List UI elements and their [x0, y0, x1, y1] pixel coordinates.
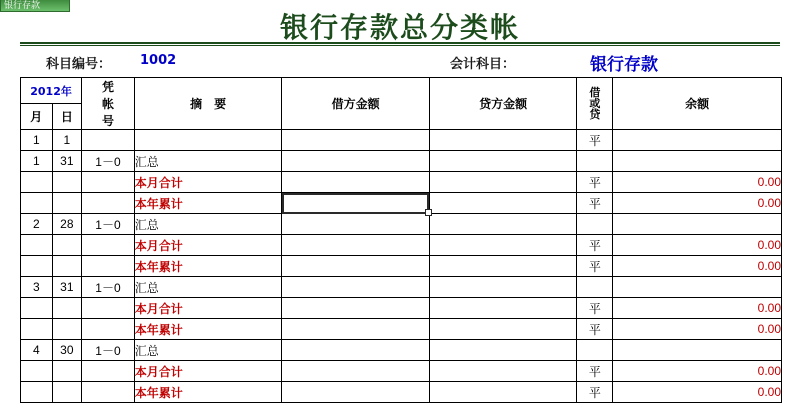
subject-code-value[interactable]: 1002: [140, 53, 177, 68]
title-rule-bottom: [20, 45, 780, 46]
cell-dc-flag[interactable]: 平: [577, 382, 613, 403]
worksheet-tab-label: 银行存款: [4, 0, 41, 10]
table-row[interactable]: [21, 298, 782, 319]
subject-code-label: 科目编号：: [46, 57, 112, 72]
cell-digest[interactable]: 本月合计: [134, 172, 282, 193]
ledger-table-head: [21, 78, 782, 130]
cell-month[interactable]: 1: [21, 151, 53, 172]
cell-dc-flag[interactable]: 平: [577, 298, 613, 319]
cell-dc-flag[interactable]: [577, 214, 613, 235]
cell-dc-flag[interactable]: 平: [577, 172, 613, 193]
dc-head-line2: 或: [589, 97, 601, 110]
cell-dc-flag[interactable]: 平: [577, 256, 613, 277]
cell-day[interactable]: [52, 361, 82, 382]
account-name-value[interactable]: 银行存款: [590, 55, 658, 75]
cell-digest[interactable]: 本年累计: [134, 319, 282, 340]
cell-balance[interactable]: 0.00: [613, 256, 782, 277]
cell-digest[interactable]: 本月合计: [134, 361, 282, 382]
cell-dc-flag[interactable]: [577, 151, 613, 172]
table-row[interactable]: [21, 193, 782, 214]
cell-month[interactable]: [21, 298, 53, 319]
cell-debit[interactable]: [282, 214, 430, 235]
cell-digest[interactable]: 汇总: [134, 277, 282, 298]
cell-debit[interactable]: [282, 151, 430, 172]
cell-digest[interactable]: 本年累计: [134, 382, 282, 403]
cell-month[interactable]: [21, 256, 53, 277]
cell-credit[interactable]: [429, 340, 577, 361]
cell-voucher[interactable]: 1－0: [82, 340, 135, 361]
account-name-label: 会计科目：: [450, 57, 516, 72]
cell-balance[interactable]: [613, 340, 782, 361]
cell-debit[interactable]: [282, 277, 430, 298]
cell-balance[interactable]: [613, 151, 782, 172]
cell-dc-flag[interactable]: 平: [577, 130, 613, 151]
cell-debit[interactable]: [282, 382, 430, 403]
dc-head-line3: 贷: [589, 108, 601, 121]
cell-balance[interactable]: [613, 277, 782, 298]
cell-credit[interactable]: [429, 235, 577, 256]
cell-month[interactable]: [21, 193, 53, 214]
column-header-digest: 摘 要: [134, 78, 282, 130]
cell-balance[interactable]: 0.00: [613, 298, 782, 319]
column-header-balance: 余额: [613, 78, 782, 130]
ledger-header: [20, 50, 782, 74]
cell-voucher[interactable]: [82, 382, 135, 403]
table-row[interactable]: [21, 340, 782, 361]
table-row[interactable]: [21, 235, 782, 256]
cell-digest[interactable]: 本年累计: [134, 256, 282, 277]
column-header-credit: 贷方金额: [429, 78, 577, 130]
column-header-year: 2012年: [21, 78, 82, 104]
cell-voucher[interactable]: [82, 193, 135, 214]
cell-debit[interactable]: [282, 172, 430, 193]
table-row[interactable]: [21, 361, 782, 382]
table-row[interactable]: [21, 382, 782, 403]
cell-month[interactable]: [21, 319, 53, 340]
page-title: 银行存款总分类帐: [279, 11, 520, 44]
cell-credit[interactable]: [429, 382, 577, 403]
cell-month[interactable]: 3: [21, 277, 53, 298]
cell-day[interactable]: [52, 235, 82, 256]
cell-balance[interactable]: 0.00: [613, 361, 782, 382]
cell-day[interactable]: [52, 172, 82, 193]
cell-debit[interactable]: [282, 298, 430, 319]
cell-credit[interactable]: [429, 172, 577, 193]
cell-balance[interactable]: 0.00: [613, 319, 782, 340]
cell-month[interactable]: [21, 172, 53, 193]
column-header-month: 月: [21, 104, 53, 130]
cell-day[interactable]: [52, 256, 82, 277]
cell-credit[interactable]: [429, 256, 577, 277]
cell-balance[interactable]: 0.00: [613, 382, 782, 403]
cell-debit[interactable]: [282, 235, 430, 256]
cell-voucher[interactable]: [82, 298, 135, 319]
cell-dc-flag[interactable]: [577, 277, 613, 298]
cell-credit[interactable]: [429, 319, 577, 340]
cell-day[interactable]: [52, 382, 82, 403]
cell-voucher[interactable]: 1－0: [82, 277, 135, 298]
cell-month[interactable]: 1: [21, 130, 53, 151]
cell-day[interactable]: [52, 319, 82, 340]
cell-balance[interactable]: [613, 214, 782, 235]
cell-month[interactable]: 2: [21, 214, 53, 235]
table-row[interactable]: [21, 172, 782, 193]
cell-credit[interactable]: [429, 130, 577, 151]
cell-voucher[interactable]: [82, 172, 135, 193]
cell-voucher[interactable]: [82, 256, 135, 277]
cell-balance[interactable]: 0.00: [613, 235, 782, 256]
cell-digest[interactable]: 本年累计: [134, 193, 282, 214]
cell-digest[interactable]: [134, 130, 282, 151]
cell-day[interactable]: [52, 193, 82, 214]
cell-digest[interactable]: 本月合计: [134, 235, 282, 256]
table-row[interactable]: [21, 130, 782, 151]
cell-voucher[interactable]: [82, 361, 135, 382]
cell-debit[interactable]: [282, 130, 430, 151]
cell-day[interactable]: 31: [52, 277, 82, 298]
cell-voucher[interactable]: 1－0: [82, 151, 135, 172]
table-row[interactable]: [21, 151, 782, 172]
cell-debit[interactable]: [282, 361, 430, 382]
table-row[interactable]: [21, 256, 782, 277]
cell-digest[interactable]: 汇总: [134, 214, 282, 235]
cell-day[interactable]: [52, 298, 82, 319]
cell-month[interactable]: 4: [21, 340, 53, 361]
cell-debit[interactable]: [282, 340, 430, 361]
cell-digest[interactable]: 汇总: [134, 340, 282, 361]
cell-month[interactable]: [21, 235, 53, 256]
cell-dc-flag[interactable]: 平: [577, 193, 613, 214]
table-row[interactable]: [21, 277, 782, 298]
cell-day[interactable]: 28: [52, 214, 82, 235]
column-header-debit-credit-flag: [577, 78, 613, 130]
cell-month[interactable]: [21, 382, 53, 403]
title-rule-top: [20, 42, 780, 44]
cell-voucher[interactable]: [82, 235, 135, 256]
cell-voucher[interactable]: 1－0: [82, 214, 135, 235]
table-row[interactable]: [21, 319, 782, 340]
cell-digest[interactable]: 汇总: [134, 151, 282, 172]
cell-credit[interactable]: [429, 361, 577, 382]
dc-head-line1: 借: [589, 86, 601, 99]
cell-credit[interactable]: [429, 151, 577, 172]
cell-day[interactable]: 1: [52, 130, 82, 151]
voucher-head-line2: 帐: [101, 97, 114, 111]
ledger-table: [20, 77, 782, 403]
cell-debit[interactable]: [282, 256, 430, 277]
cell-dc-flag[interactable]: 平: [577, 319, 613, 340]
cell-day[interactable]: 30: [52, 340, 82, 361]
cell-credit[interactable]: [429, 193, 577, 214]
header-row-top: [21, 78, 782, 104]
cell-balance[interactable]: 0.00: [613, 172, 782, 193]
cell-credit[interactable]: [429, 277, 577, 298]
cell-debit[interactable]: [282, 193, 430, 214]
cell-day[interactable]: 31: [52, 151, 82, 172]
column-header-voucher: [82, 78, 135, 130]
cell-digest[interactable]: 本月合计: [134, 298, 282, 319]
voucher-head-line3: 号: [101, 114, 114, 128]
cell-voucher[interactable]: [82, 130, 135, 151]
cell-dc-flag[interactable]: 平: [577, 235, 613, 256]
cell-credit[interactable]: [429, 298, 577, 319]
cell-balance[interactable]: 0.00: [613, 193, 782, 214]
ledger-table-body: [21, 130, 782, 403]
cell-voucher[interactable]: [82, 319, 135, 340]
cell-dc-flag[interactable]: [577, 340, 613, 361]
cell-balance[interactable]: [613, 130, 782, 151]
cell-month[interactable]: [21, 361, 53, 382]
table-row[interactable]: [21, 214, 782, 235]
cell-debit[interactable]: [282, 319, 430, 340]
column-header-debit: 借方金额: [282, 78, 430, 130]
voucher-head-line1: 凭: [101, 80, 114, 94]
cell-credit[interactable]: [429, 214, 577, 235]
cell-dc-flag[interactable]: 平: [577, 361, 613, 382]
column-header-day: 日: [52, 104, 82, 130]
